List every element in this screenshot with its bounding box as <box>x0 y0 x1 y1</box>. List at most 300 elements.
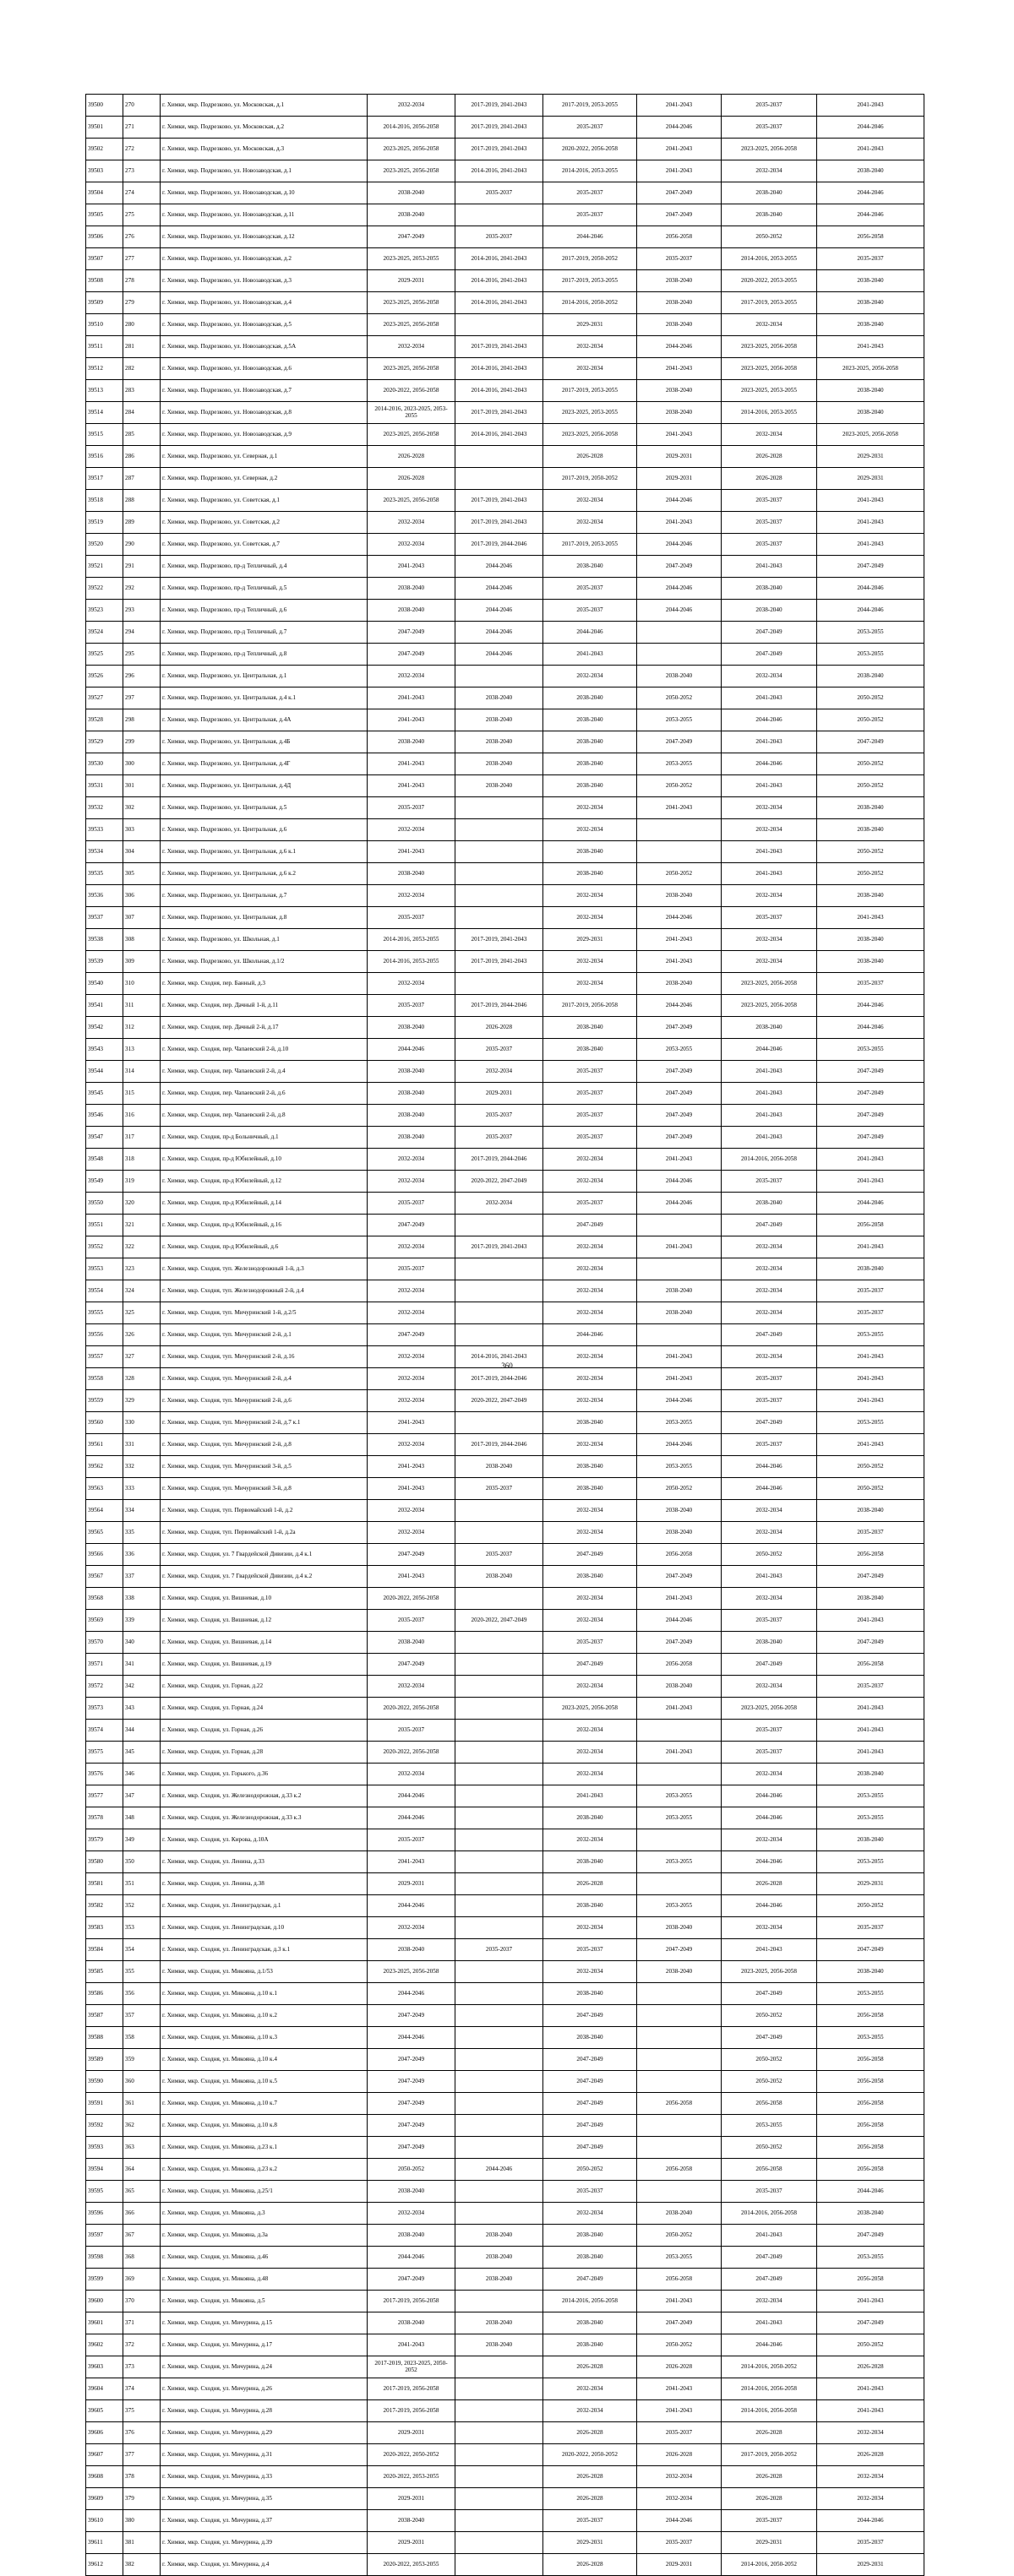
cell-period-col-2 <box>455 1215 543 1236</box>
cell-item-number: 349 <box>123 1829 161 1851</box>
cell-period-col-1: 2014-2016, 2053-2055 <box>368 929 455 951</box>
cell-period-col-1: 2032-2034 <box>368 336 455 358</box>
cell-period-col-2: 2038-2040 <box>455 2312 543 2334</box>
table-row <box>86 644 924 666</box>
cell-address: г. Химки, мкр. Сходня, ул. Микояна, д.3а <box>161 2225 368 2247</box>
cell-period-col-2 <box>455 2444 543 2466</box>
cell-period-col-4 <box>637 2137 722 2159</box>
cell-period-col-2 <box>455 2181 543 2203</box>
cell-address: г. Химки, мкр. Сходня, ул. Мичурина, д.24 <box>161 2356 368 2378</box>
cell-period-col-4: 2044-2046 <box>637 578 722 600</box>
cell-row-number: 39529 <box>86 731 123 753</box>
cell-row-number: 39572 <box>86 1676 123 1698</box>
cell-item-number: 288 <box>123 490 161 512</box>
cell-period-col-1: 2047-2049 <box>368 226 455 248</box>
cell-period-col-3: 2017-2019, 2053-2055 <box>543 95 637 117</box>
page-number: 360 <box>501 1361 513 1370</box>
cell-row-number: 39592 <box>86 2115 123 2137</box>
cell-row-number: 39538 <box>86 929 123 951</box>
cell-period-col-5: 2035-2037 <box>722 1390 817 1412</box>
cell-period-col-3: 2038-2040 <box>543 1851 637 1873</box>
cell-period-col-4: 2038-2040 <box>637 1917 722 1939</box>
cell-period-col-3: 2029-2031 <box>543 314 637 336</box>
cell-period-col-3: 2032-2034 <box>543 2400 637 2422</box>
table-row <box>86 1061 924 1083</box>
cell-period-col-4: 2047-2049 <box>637 1939 722 1961</box>
cell-period-col-6: 2035-2037 <box>817 248 924 270</box>
cell-period-col-2: 2035-2037 <box>455 182 543 204</box>
cell-period-col-6: 2050-2052 <box>817 2334 924 2356</box>
cell-period-col-3: 2032-2034 <box>543 819 637 841</box>
table-row <box>86 578 924 600</box>
cell-period-col-3: 2032-2034 <box>543 336 637 358</box>
cell-item-number: 295 <box>123 644 161 666</box>
cell-period-col-2 <box>455 1720 543 1742</box>
cell-period-col-3: 2032-2034 <box>543 1742 637 1764</box>
cell-period-col-5: 2035-2037 <box>722 1368 817 1390</box>
table-row <box>86 336 924 358</box>
cell-period-col-3: 2032-2034 <box>543 1917 637 1939</box>
cell-period-col-3: 2035-2037 <box>543 578 637 600</box>
cell-period-col-1: 2047-2049 <box>368 1544 455 1566</box>
cell-item-number: 284 <box>123 402 161 424</box>
cell-period-col-4: 2038-2040 <box>637 885 722 907</box>
cell-period-col-6: 2056-2058 <box>817 2137 924 2159</box>
cell-period-col-5: 2035-2037 <box>722 1171 817 1193</box>
cell-period-col-5: 2032-2034 <box>722 666 817 687</box>
cell-period-col-6: 2038-2040 <box>817 1500 924 1522</box>
table-row <box>86 1083 924 1105</box>
table-row <box>86 907 924 929</box>
cell-period-col-3: 2047-2049 <box>543 1654 637 1676</box>
cell-period-col-1: 2038-2040 <box>368 2312 455 2334</box>
repair-schedule-table <box>85 94 924 2576</box>
cell-item-number: 341 <box>123 1654 161 1676</box>
cell-row-number: 39530 <box>86 753 123 775</box>
cell-period-col-4 <box>637 1764 722 1785</box>
cell-period-col-4: 2041-2043 <box>637 797 722 819</box>
table-row <box>86 2334 924 2356</box>
cell-period-col-1: 2047-2049 <box>368 2071 455 2093</box>
cell-row-number: 39500 <box>86 95 123 117</box>
cell-item-number: 275 <box>123 204 161 226</box>
cell-row-number: 39549 <box>86 1171 123 1193</box>
cell-row-number: 39521 <box>86 556 123 578</box>
cell-period-col-2: 2020-2022, 2047-2049 <box>455 1390 543 1412</box>
cell-period-col-4 <box>637 622 722 644</box>
cell-row-number: 39511 <box>86 336 123 358</box>
cell-period-col-1: 2032-2034 <box>368 1346 455 1368</box>
cell-period-col-2 <box>455 1324 543 1346</box>
cell-item-number: 298 <box>123 709 161 731</box>
cell-period-col-3: 2014-2016, 2050-2052 <box>543 292 637 314</box>
cell-period-col-3: 2032-2034 <box>543 1961 637 1983</box>
cell-address: г. Химки, мкр. Сходня, туп. Мичуринский 2-й, д.8 <box>161 1434 368 1456</box>
cell-row-number: 39542 <box>86 1017 123 1039</box>
cell-item-number: 361 <box>123 2093 161 2115</box>
cell-period-col-4: 2038-2040 <box>637 1522 722 1544</box>
cell-address: г. Химки, мкр. Подрезково, ул. Новозаводская, д.3 <box>161 270 368 292</box>
cell-item-number: 276 <box>123 226 161 248</box>
cell-row-number: 39596 <box>86 2203 123 2225</box>
cell-period-col-4: 2029-2031 <box>637 468 722 490</box>
cell-period-col-2: 2038-2040 <box>455 1456 543 1478</box>
cell-period-col-2 <box>455 468 543 490</box>
cell-period-col-6: 2050-2052 <box>817 709 924 731</box>
table-row <box>86 2137 924 2159</box>
cell-period-col-3: 2020-2022, 2050-2052 <box>543 2444 637 2466</box>
cell-period-col-1: 2023-2025, 2056-2058 <box>368 490 455 512</box>
cell-period-col-1: 2041-2043 <box>368 1456 455 1478</box>
cell-period-col-1: 2038-2040 <box>368 2510 455 2532</box>
cell-item-number: 363 <box>123 2137 161 2159</box>
cell-period-col-4: 2044-2046 <box>637 2510 722 2532</box>
cell-row-number: 39556 <box>86 1324 123 1346</box>
cell-period-col-1: 2038-2040 <box>368 182 455 204</box>
cell-period-col-1: 2038-2040 <box>368 1083 455 1105</box>
cell-row-number: 39575 <box>86 1742 123 1764</box>
cell-item-number: 272 <box>123 139 161 160</box>
cell-period-col-4: 2035-2037 <box>637 2422 722 2444</box>
cell-period-col-3: 2032-2034 <box>543 1764 637 1785</box>
cell-period-col-4: 2056-2058 <box>637 2269 722 2291</box>
cell-period-col-5: 2026-2028 <box>722 1873 817 1895</box>
cell-item-number: 355 <box>123 1961 161 1983</box>
cell-period-col-1: 2032-2034 <box>368 1171 455 1193</box>
cell-period-col-5: 2035-2037 <box>722 2510 817 2532</box>
cell-address: г. Химки, мкр. Подрезково, ул. Школьная, д.1 <box>161 929 368 951</box>
cell-row-number: 39505 <box>86 204 123 226</box>
cell-row-number: 39593 <box>86 2137 123 2159</box>
cell-period-col-2: 2017-2019, 2044-2046 <box>455 1434 543 1456</box>
cell-period-col-5: 2038-2040 <box>722 182 817 204</box>
cell-item-number: 274 <box>123 182 161 204</box>
cell-period-col-2: 2020-2022, 2047-2049 <box>455 1171 543 1193</box>
cell-period-col-1: 2023-2025, 2056-2058 <box>368 358 455 380</box>
cell-period-col-4: 2047-2049 <box>637 2312 722 2334</box>
cell-item-number: 286 <box>123 446 161 468</box>
cell-period-col-1: 2023-2025, 2056-2058 <box>368 139 455 160</box>
cell-row-number: 39588 <box>86 2027 123 2049</box>
cell-period-col-4: 2053-2055 <box>637 1039 722 1061</box>
cell-period-col-6: 2038-2040 <box>817 819 924 841</box>
cell-row-number: 39539 <box>86 951 123 973</box>
table-row <box>86 2466 924 2488</box>
cell-period-col-5: 2032-2034 <box>722 1346 817 1368</box>
cell-period-col-4: 2053-2055 <box>637 1895 722 1917</box>
cell-period-col-2 <box>455 1302 543 1324</box>
cell-item-number: 311 <box>123 995 161 1017</box>
cell-period-col-5: 2050-2052 <box>722 2005 817 2027</box>
cell-item-number: 369 <box>123 2269 161 2291</box>
cell-period-col-2 <box>455 907 543 929</box>
table-row <box>86 2159 924 2181</box>
cell-item-number: 306 <box>123 885 161 907</box>
cell-row-number: 39600 <box>86 2291 123 2312</box>
cell-row-number: 39595 <box>86 2181 123 2203</box>
cell-row-number: 39611 <box>86 2532 123 2554</box>
table-row <box>86 2422 924 2444</box>
cell-item-number: 300 <box>123 753 161 775</box>
cell-period-col-5: 2041-2043 <box>722 1566 817 1588</box>
cell-period-col-3: 2038-2040 <box>543 1039 637 1061</box>
cell-period-col-3: 2038-2040 <box>543 1895 637 1917</box>
cell-period-col-1: 2041-2043 <box>368 1478 455 1500</box>
cell-row-number: 39594 <box>86 2159 123 2181</box>
cell-row-number: 39603 <box>86 2356 123 2378</box>
cell-period-col-3: 2047-2049 <box>543 2137 637 2159</box>
cell-period-col-5: 2017-2019, 2050-2052 <box>722 2444 817 2466</box>
cell-period-col-5: 2032-2034 <box>722 160 817 182</box>
cell-period-col-5: 2032-2034 <box>722 1500 817 1522</box>
cell-row-number: 39547 <box>86 1127 123 1149</box>
table-row <box>86 1764 924 1785</box>
cell-period-col-1: 2038-2040 <box>368 204 455 226</box>
cell-row-number: 39563 <box>86 1478 123 1500</box>
cell-period-col-4: 2053-2055 <box>637 709 722 731</box>
cell-address: г. Химки, мкр. Сходня, ул. Ленинградская, д.3 к.1 <box>161 1939 368 1961</box>
table-row <box>86 2269 924 2291</box>
table-row <box>86 314 924 336</box>
cell-period-col-3: 2026-2028 <box>543 2554 637 2576</box>
cell-period-col-3: 2038-2040 <box>543 775 637 797</box>
cell-period-col-1: 2020-2022, 2056-2058 <box>368 1588 455 1610</box>
cell-period-col-2: 2035-2037 <box>455 1478 543 1500</box>
cell-period-col-6: 2056-2058 <box>817 1544 924 1566</box>
cell-period-col-4: 2041-2043 <box>637 929 722 951</box>
cell-item-number: 344 <box>123 1720 161 1742</box>
cell-row-number: 39553 <box>86 1258 123 1280</box>
cell-period-col-3: 2032-2034 <box>543 1610 637 1632</box>
table-row <box>86 2532 924 2554</box>
table-row <box>86 885 924 907</box>
cell-item-number: 335 <box>123 1522 161 1544</box>
cell-item-number: 345 <box>123 1742 161 1764</box>
cell-period-col-3: 2032-2034 <box>543 1280 637 1302</box>
cell-period-col-1: 2017-2019, 2023-2025, 2050-2052 <box>368 2356 455 2378</box>
cell-address: г. Химки, мкр. Подрезково, ул. Советская, д.7 <box>161 534 368 556</box>
cell-period-col-2 <box>455 666 543 687</box>
cell-period-col-5: 2014-2016, 2056-2058 <box>722 2378 817 2400</box>
table-row <box>86 1324 924 1346</box>
cell-period-col-4: 2038-2040 <box>637 1302 722 1324</box>
cell-item-number: 339 <box>123 1610 161 1632</box>
cell-period-col-2 <box>455 2356 543 2378</box>
table-row <box>86 2071 924 2093</box>
cell-address: г. Химки, мкр. Подрезково, ул. Центральная, д.6 к.1 <box>161 841 368 863</box>
cell-period-col-3: 2026-2028 <box>543 2466 637 2488</box>
cell-address: г. Химки, мкр. Сходня, ул. Железнодорожная, д.33 к.2 <box>161 1785 368 1807</box>
table-row <box>86 1215 924 1236</box>
table-row <box>86 380 924 402</box>
table-row <box>86 841 924 863</box>
cell-period-col-5: 2041-2043 <box>722 1061 817 1083</box>
cell-period-col-1: 2023-2025, 2056-2058 <box>368 424 455 446</box>
table-row <box>86 2312 924 2334</box>
cell-period-col-4 <box>637 841 722 863</box>
cell-period-col-6: 2026-2028 <box>817 2356 924 2378</box>
table-row <box>86 1698 924 1720</box>
cell-period-col-4: 2053-2055 <box>637 1412 722 1434</box>
cell-period-col-6: 2038-2040 <box>817 2203 924 2225</box>
cell-period-col-3: 2035-2037 <box>543 1105 637 1127</box>
cell-period-col-5: 2026-2028 <box>722 2488 817 2510</box>
cell-period-col-4: 2038-2040 <box>637 314 722 336</box>
cell-period-col-5: 2050-2052 <box>722 2137 817 2159</box>
cell-address: г. Химки, мкр. Подрезково, ул. Северная, д.1 <box>161 446 368 468</box>
cell-address: г. Химки, мкр. Подрезково, ул. Центральная, д.7 <box>161 885 368 907</box>
cell-period-col-5: 2032-2034 <box>722 819 817 841</box>
cell-row-number: 39580 <box>86 1851 123 1873</box>
cell-period-col-4: 2044-2046 <box>637 995 722 1017</box>
cell-period-col-4: 2038-2040 <box>637 1280 722 1302</box>
table-row <box>86 468 924 490</box>
cell-period-col-1: 2023-2025, 2053-2055 <box>368 248 455 270</box>
table-row <box>86 2291 924 2312</box>
cell-period-col-4: 2053-2055 <box>637 2247 722 2269</box>
cell-period-col-3: 2032-2034 <box>543 490 637 512</box>
cell-period-col-3: 2017-2019, 2053-2055 <box>543 270 637 292</box>
cell-period-col-5: 2041-2043 <box>722 556 817 578</box>
cell-address: г. Химки, мкр. Подрезково, ул. Московская, д.1 <box>161 95 368 117</box>
table-row <box>86 1939 924 1961</box>
cell-period-col-1: 2035-2037 <box>368 1193 455 1215</box>
table-row <box>86 1522 924 1544</box>
cell-period-col-2: 2038-2040 <box>455 2334 543 2356</box>
cell-period-col-6: 2056-2058 <box>817 2005 924 2027</box>
cell-address: г. Химки, мкр. Сходня, ул. Мичурина, д.15 <box>161 2312 368 2334</box>
cell-period-col-2 <box>455 1807 543 1829</box>
cell-period-col-3: 2032-2034 <box>543 1346 637 1368</box>
cell-period-col-1: 2035-2037 <box>368 1829 455 1851</box>
cell-period-col-6: 2041-2043 <box>817 2291 924 2312</box>
cell-period-col-5: 2035-2037 <box>722 907 817 929</box>
cell-period-col-2 <box>455 1764 543 1785</box>
cell-period-col-5: 2044-2046 <box>722 1478 817 1500</box>
table-row <box>86 534 924 556</box>
cell-period-col-1: 2023-2025, 2056-2058 <box>368 1961 455 1983</box>
cell-item-number: 373 <box>123 2356 161 2378</box>
table-row <box>86 1588 924 1610</box>
cell-address: г. Химки, мкр. Сходня, туп. Мичуринский 2-й, д.1 <box>161 1324 368 1346</box>
cell-period-col-3: 2047-2049 <box>543 1215 637 1236</box>
table-row <box>86 2378 924 2400</box>
cell-period-col-6: 2056-2058 <box>817 2071 924 2093</box>
cell-row-number: 39506 <box>86 226 123 248</box>
cell-address: г. Химки, мкр. Сходня, ул. Железнодорожная, д.33 к.3 <box>161 1807 368 1829</box>
cell-period-col-4: 2041-2043 <box>637 95 722 117</box>
cell-period-col-5: 2056-2058 <box>722 2159 817 2181</box>
cell-period-col-4: 2038-2040 <box>637 1961 722 1983</box>
cell-period-col-3: 2032-2034 <box>543 1829 637 1851</box>
cell-address: г. Химки, мкр. Сходня, пер. Дачный 1-й, д.11 <box>161 995 368 1017</box>
cell-address: г. Химки, мкр. Сходня, ул. Горького, д.36 <box>161 1764 368 1785</box>
table-row <box>86 117 924 139</box>
cell-period-col-2: 2017-2019, 2041-2043 <box>455 336 543 358</box>
cell-row-number: 39514 <box>86 402 123 424</box>
cell-period-col-4: 2050-2052 <box>637 687 722 709</box>
cell-period-col-6: 2044-2046 <box>817 600 924 622</box>
cell-period-col-1: 2050-2052 <box>368 2159 455 2181</box>
cell-period-col-2 <box>455 2049 543 2071</box>
table-row <box>86 1368 924 1390</box>
cell-address: г. Химки, мкр. Подрезково, ул. Новозаводская, д.10 <box>161 182 368 204</box>
cell-period-col-4: 2041-2043 <box>637 2291 722 2312</box>
cell-period-col-3: 2038-2040 <box>543 1983 637 2005</box>
cell-period-col-3: 2032-2034 <box>543 1171 637 1193</box>
cell-item-number: 365 <box>123 2181 161 2203</box>
cell-item-number: 305 <box>123 863 161 885</box>
cell-period-col-1: 2032-2034 <box>368 1917 455 1939</box>
cell-address: г. Химки, мкр. Сходня, ул. Микояна, д.25/1 <box>161 2181 368 2203</box>
cell-address: г. Химки, мкр. Сходня, ул. Микояна, д.10 к.4 <box>161 2049 368 2071</box>
cell-item-number: 329 <box>123 1390 161 1412</box>
cell-period-col-3: 2032-2034 <box>543 358 637 380</box>
table-row <box>86 1434 924 1456</box>
table-row <box>86 248 924 270</box>
table-body <box>86 95 924 2576</box>
cell-period-col-4: 2032-2034 <box>637 2466 722 2488</box>
cell-period-col-4: 2044-2046 <box>637 490 722 512</box>
cell-period-col-5: 2032-2034 <box>722 1280 817 1302</box>
cell-item-number: 360 <box>123 2071 161 2093</box>
cell-period-col-1: 2038-2040 <box>368 731 455 753</box>
cell-period-col-2: 2035-2037 <box>455 1939 543 1961</box>
cell-period-col-1: 2020-2022, 2053-2055 <box>368 2466 455 2488</box>
cell-period-col-1: 2026-2028 <box>368 446 455 468</box>
table-row <box>86 1917 924 1939</box>
cell-address: г. Химки, мкр. Сходня, ул. Горная, д.26 <box>161 1720 368 1742</box>
cell-period-col-3: 2047-2049 <box>543 1544 637 1566</box>
cell-period-col-2: 2014-2016, 2041-2043 <box>455 160 543 182</box>
table-row <box>86 1742 924 1764</box>
cell-period-col-3: 2038-2040 <box>543 1412 637 1434</box>
table-row <box>86 160 924 182</box>
cell-period-col-5: 2056-2058 <box>722 2093 817 2115</box>
table-row <box>86 292 924 314</box>
cell-period-col-6: 2029-2031 <box>817 446 924 468</box>
cell-period-col-1: 2041-2043 <box>368 753 455 775</box>
cell-row-number: 39573 <box>86 1698 123 1720</box>
cell-item-number: 302 <box>123 797 161 819</box>
cell-period-col-3: 2032-2034 <box>543 1588 637 1610</box>
cell-item-number: 317 <box>123 1127 161 1149</box>
cell-period-col-6: 2038-2040 <box>817 666 924 687</box>
table-row <box>86 2049 924 2071</box>
table-row <box>86 1632 924 1654</box>
cell-period-col-3: 2032-2034 <box>543 1390 637 1412</box>
cell-period-col-5: 2038-2040 <box>722 1193 817 1215</box>
cell-period-col-5: 2041-2043 <box>722 2225 817 2247</box>
table-row <box>86 929 924 951</box>
cell-period-col-2: 2044-2046 <box>455 622 543 644</box>
cell-address: г. Химки, мкр. Сходня, ул. Горная, д.24 <box>161 1698 368 1720</box>
table-row <box>86 1280 924 1302</box>
table-row <box>86 2400 924 2422</box>
cell-row-number: 39583 <box>86 1917 123 1939</box>
cell-address: г. Химки, мкр. Сходня, ул. Ленина, д.38 <box>161 1873 368 1895</box>
cell-address: г. Химки, мкр. Сходня, ул. Мичурина, д.26 <box>161 2378 368 2400</box>
cell-row-number: 39516 <box>86 446 123 468</box>
cell-period-col-3: 2050-2052 <box>543 2159 637 2181</box>
cell-period-col-6: 2041-2043 <box>817 2378 924 2400</box>
cell-period-col-5: 2047-2049 <box>722 2269 817 2291</box>
cell-item-number: 314 <box>123 1061 161 1083</box>
cell-period-col-6: 2056-2058 <box>817 1654 924 1676</box>
cell-period-col-6: 2035-2037 <box>817 2532 924 2554</box>
cell-period-col-4: 2032-2034 <box>637 2488 722 2510</box>
cell-period-col-3: 2035-2037 <box>543 1193 637 1215</box>
